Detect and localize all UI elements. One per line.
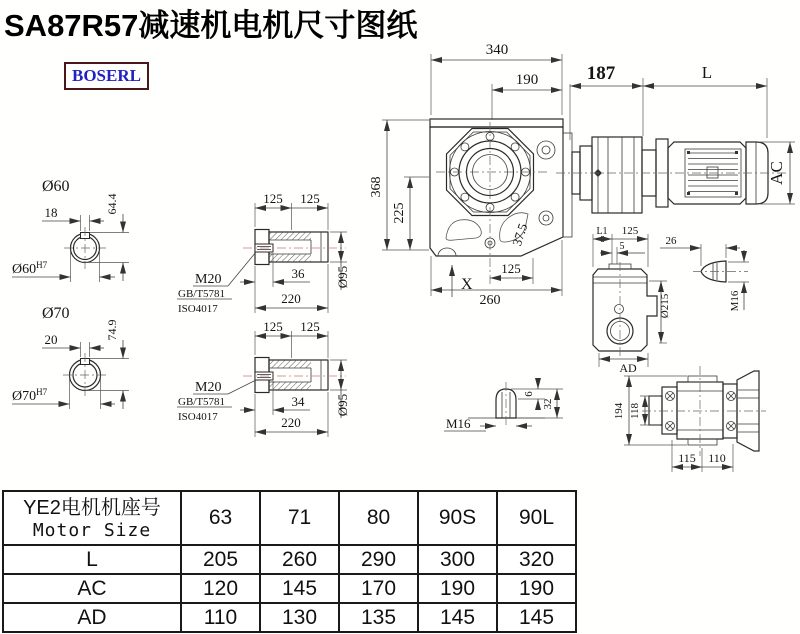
cell-AC-90s: 190 <box>418 574 497 603</box>
shaft70-bore-label: $Ø70^{H7}$ <box>12 387 48 404</box>
shaft60-title: Ø60 <box>42 178 70 195</box>
shaft60-dim-64-4: 64.4 <box>105 193 119 215</box>
cell-AD-71: 130 <box>260 603 339 632</box>
table-col-90l: 90L <box>497 491 576 545</box>
shaft70-dim-74-9: 74.9 <box>105 319 119 341</box>
hs2-std-gb: GB/T5781 <box>178 396 226 408</box>
hs1-std-gb: GB/T5781 <box>178 288 226 300</box>
shaft70-dim-20: 20 <box>44 332 58 347</box>
shaft60-bore-label: $Ø60^{H7}$ <box>12 260 48 277</box>
key-detail <box>444 378 563 431</box>
hs2-std-iso: ISO4017 <box>178 411 218 423</box>
hs1-dim-key: 36 <box>291 266 305 281</box>
cell-AD-80: 135 <box>339 603 418 632</box>
shaft70-title: Ø70 <box>42 305 70 322</box>
mount-dim-115: 115 <box>678 451 696 465</box>
dim-190: 190 <box>515 72 539 88</box>
shaft60-section <box>12 178 129 282</box>
side-dim-L1: L1 <box>596 226 608 237</box>
side-dim-5: 5 <box>619 241 625 252</box>
cell-L-90l: 320 <box>497 545 576 574</box>
hs1-dim-125b: 125 <box>300 191 320 206</box>
hs1-dim-95: Ø95 <box>335 265 350 289</box>
hs2-dim-key: 34 <box>291 394 305 409</box>
table-row-AD <box>3 603 576 632</box>
hs2-dim-95: Ø95 <box>335 393 350 417</box>
table-col-71: 71 <box>260 491 339 545</box>
motor-side-view <box>556 139 788 207</box>
cell-L-71: 260 <box>260 545 339 574</box>
hs1-std-iso: ISO4017 <box>178 303 218 315</box>
hs1-dim-125a: 125 <box>263 191 283 206</box>
row-label-AD: AD <box>3 603 181 632</box>
hs2-dim-220: 220 <box>281 415 301 430</box>
table-header-en: Motor Size <box>32 519 152 541</box>
cell-AC-90l: 190 <box>497 574 576 603</box>
dim-340: 340 <box>485 42 509 58</box>
cell-L-63: 205 <box>181 545 260 574</box>
gearbox-side-view <box>593 225 671 375</box>
label-X: X <box>461 276 473 293</box>
mount-dim-110: 110 <box>708 451 726 465</box>
cell-AD-63: 110 <box>181 603 260 632</box>
cell-AD-90l: 145 <box>497 603 576 632</box>
table-header-cn: YE2电机机座号 <box>23 496 161 519</box>
side-dim-AD: AD <box>619 361 637 375</box>
cell-L-90s: 300 <box>418 545 497 574</box>
hollow-shaft-bottom <box>177 319 350 437</box>
shaft70-section <box>12 305 129 409</box>
shaft60-dim-18: 18 <box>44 205 58 220</box>
dim-AC: AC <box>767 161 786 185</box>
key-dim-6: 6 <box>523 391 535 397</box>
dim-125-bottom: 125 <box>501 261 521 276</box>
gearbox-front-view <box>430 119 572 284</box>
cell-AD-90s: 145 <box>418 603 497 632</box>
mount-dim-194: 194 <box>613 402 625 420</box>
table-row-L <box>3 545 576 574</box>
cell-AC-80: 170 <box>339 574 418 603</box>
plug-thread-label: M16 <box>729 290 741 312</box>
dim-187: 187 <box>586 63 616 84</box>
dim-260: 260 <box>479 293 501 308</box>
row-label-AC: AC <box>3 574 181 603</box>
side-dim-125: 125 <box>621 225 639 237</box>
hs1-thread-label: M20 <box>195 272 222 287</box>
plug-dim-26: 26 <box>665 235 677 247</box>
mount-dim-118: 118 <box>629 402 641 420</box>
hs2-thread-label: M20 <box>195 380 222 395</box>
cell-AC-71: 145 <box>260 574 339 603</box>
key-thread-label: M16 <box>446 416 471 431</box>
cell-L-80: 290 <box>339 545 418 574</box>
hs2-dim-125b: 125 <box>300 319 320 334</box>
table-col-80: 80 <box>339 491 418 545</box>
page-title: SA87R57减速机电机尺寸图纸 <box>4 8 418 43</box>
dim-225: 225 <box>392 202 407 224</box>
side-dim-215: Ø215 <box>659 293 671 319</box>
dim-368: 368 <box>369 176 384 198</box>
motor-mount-view <box>613 366 766 472</box>
plug-detail <box>660 235 749 311</box>
table-header-motor-size <box>3 491 181 545</box>
cell-AC-63: 120 <box>181 574 260 603</box>
dim-L: L <box>701 63 713 82</box>
hs1-dim-220: 220 <box>281 291 301 306</box>
key-dim-32: 32 <box>542 398 554 410</box>
input-coupling <box>572 137 656 213</box>
table-col-90s: 90S <box>418 491 497 545</box>
table-col-63: 63 <box>181 491 260 545</box>
hs2-dim-125a: 125 <box>263 319 283 334</box>
hollow-shaft-top <box>177 191 350 315</box>
row-label-L: L <box>3 545 181 574</box>
dim-37-5: 37.5 <box>509 221 531 248</box>
boserl-logo: BOSERL <box>64 62 149 90</box>
motor-size-table <box>2 490 577 633</box>
table-row-AC <box>3 574 576 603</box>
